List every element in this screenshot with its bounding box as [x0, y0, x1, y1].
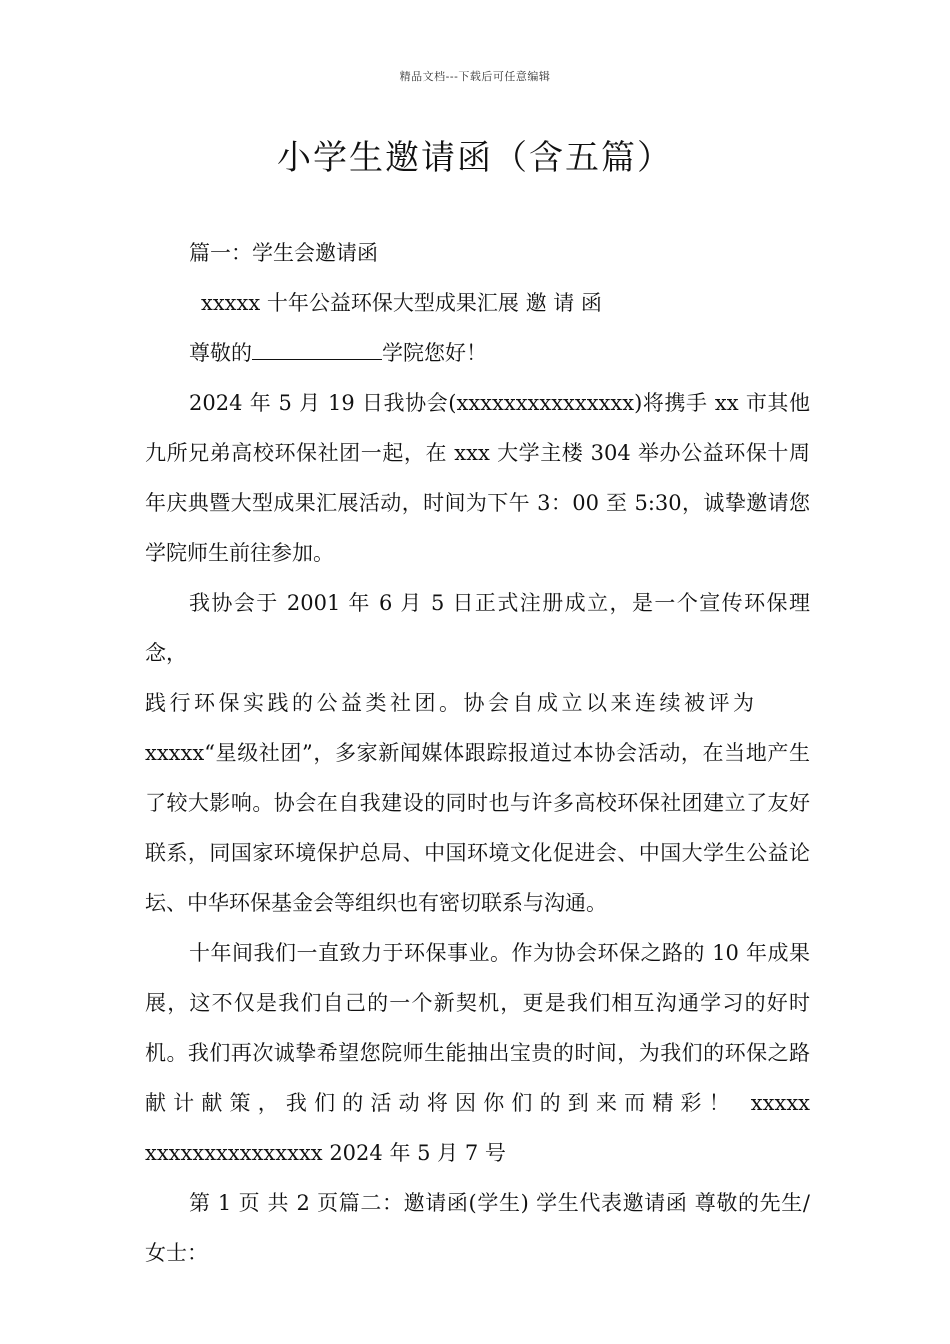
section-heading: 篇一：学生会邀请函 — [189, 241, 378, 265]
greeting-suffix: 学院您好！ — [382, 341, 487, 365]
blank-underline — [252, 339, 382, 360]
document-title: 小学生邀请函（含五篇） — [277, 138, 673, 178]
header-note: 精品文档---下载后可任意编辑 — [399, 70, 551, 83]
paragraph-page-footer: 第 1 页 共 2 页篇二：邀请函(学生) 学生代表邀请函 尊敬的先生/女士： — [145, 1191, 810, 1265]
document-body — [145, 228, 810, 1278]
paragraph-association-line1: 我协会于 2001 年 6 月 5 日正式注册成立，是一个宣传环保理念， — [145, 591, 810, 665]
invitation-subheading: xxxxx 十年公益环保大型成果汇展 邀 请 函 — [201, 291, 602, 315]
paragraph-closing: 十年间我们一直致力于环保事业。作为协会环保之路的 10 年成果展，这不仅是我们自己的一个新契机，更是我们相互沟通学习的好时机。我们再次诚挚希望您院师生能抽出宝贵的时间，为我们的环保之路献计献策，我们的活动将因你们的到来而精彩！ xxxxx xxxxxxxxxxxxxxx 2024 年 5 月 7 号 — [145, 941, 810, 1165]
greeting-line — [145, 328, 810, 378]
paragraph-association-rest: xxxxx“星级社团”，多家新闻媒体跟踪报道过本协会活动，在当地产生了较大影响。协会在自我建设的同时也与许多高校环保社团建立了友好联系，同国家环境保护总局、中国环境文化促进会、中国大学生公益论坛、中华环保基金会等组织也有密切联系与沟通。 — [145, 741, 810, 915]
greeting-prefix: 尊敬的 — [189, 341, 252, 365]
paragraph-event-info: 2024 年 5 月 19 日我协会(xxxxxxxxxxxxxxx)将携手 xx 市其他九所兄弟高校环保社团一起，在 xxx 大学主楼 304 举办公益环保十周年庆典暨大型成果汇展活动，时间为下午 3：00 至 5:30，诚挚邀请您学院师生前往参加。 — [145, 391, 810, 565]
paragraph-association-line2: 践行环保实践的公益类社团。协会自成立以来连续被评为 — [145, 691, 758, 715]
